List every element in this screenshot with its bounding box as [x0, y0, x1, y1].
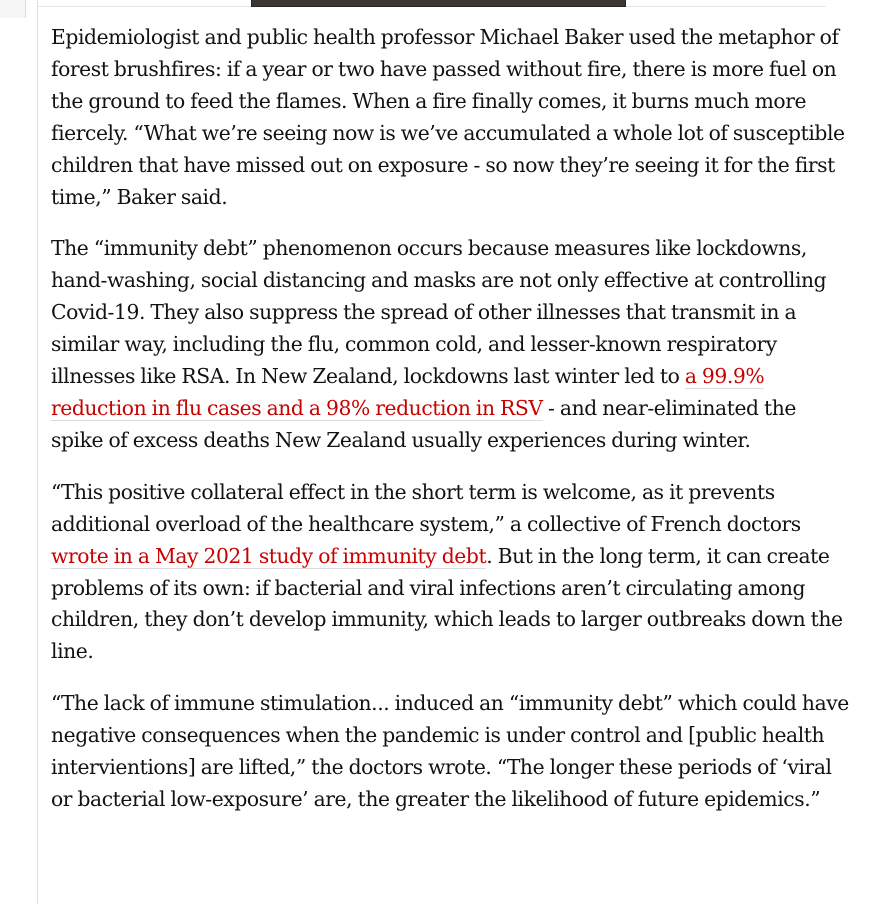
paragraph-immunity-debt: [51, 233, 851, 456]
paragraph-doctors-quote: [51, 688, 851, 816]
immunity-debt-study-link[interactable]: wrote in a May 2021 study of immunity debt: [51, 543, 487, 568]
paragraph-text-before: “This positive collateral effect in the short term is welcome, as it prevents additional overload of the healthcare system,” a collective of French doctors: [51, 479, 801, 536]
article-image: [251, 0, 626, 7]
paragraph-text: “The lack of immune stimulation... induced an “immunity debt” which could have negative consequences when the pandemic is under control and [public health intervientions] are lifted,” the doctors wrote. “The longer these periods of ‘viral or bacterial low-exposure’ are, the greater the likelihood of future epidemics.”: [51, 691, 849, 811]
paragraph-brushfire-metaphor: [51, 22, 851, 213]
column-divider: [37, 0, 38, 904]
article-body: [51, 22, 851, 836]
flu-rsv-reduction-link[interactable]: a 99.9% reduction in flu cases and a 98% reduction in RSV: [51, 364, 765, 420]
paragraph-text-after: . But in the long term, it can create problems of its own: if bacterial and viral infections aren’t circulating among children, they don’t develop immunity, which leads to larger outbreaks down the line.: [51, 543, 843, 664]
paragraph-text-after: - and near-eliminated the spike of excess deaths New Zealand usually experiences during winter.: [51, 395, 796, 452]
paragraph-text-before: The “immunity debt” phenomenon occurs because measures like lockdowns, hand-washing, social distancing and masks are not only effective at controlling Covid-19. They also suppress the spread of other illnesses that transmit in a similar way, including the flu, common cold, and lesser-known respiratory illnesses like RSA. In New Zealand, lockdowns last winter led to: [51, 236, 827, 389]
paragraph-french-doctors: [51, 477, 851, 668]
paragraph-text: Epidemiologist and public health professor Michael Baker used the metaphor of forest brushfires: if a year or two have passed without fire, there is more fuel on the ground to feed the flames. When a fire finally comes, it burns much more fiercely. “What we’re seeing now is we’ve accumulated a whole lot of susceptible children that have missed out on exposure - so now they’re seeing it for the first time,” Baker said.: [51, 25, 845, 209]
left-rail: [0, 0, 26, 18]
